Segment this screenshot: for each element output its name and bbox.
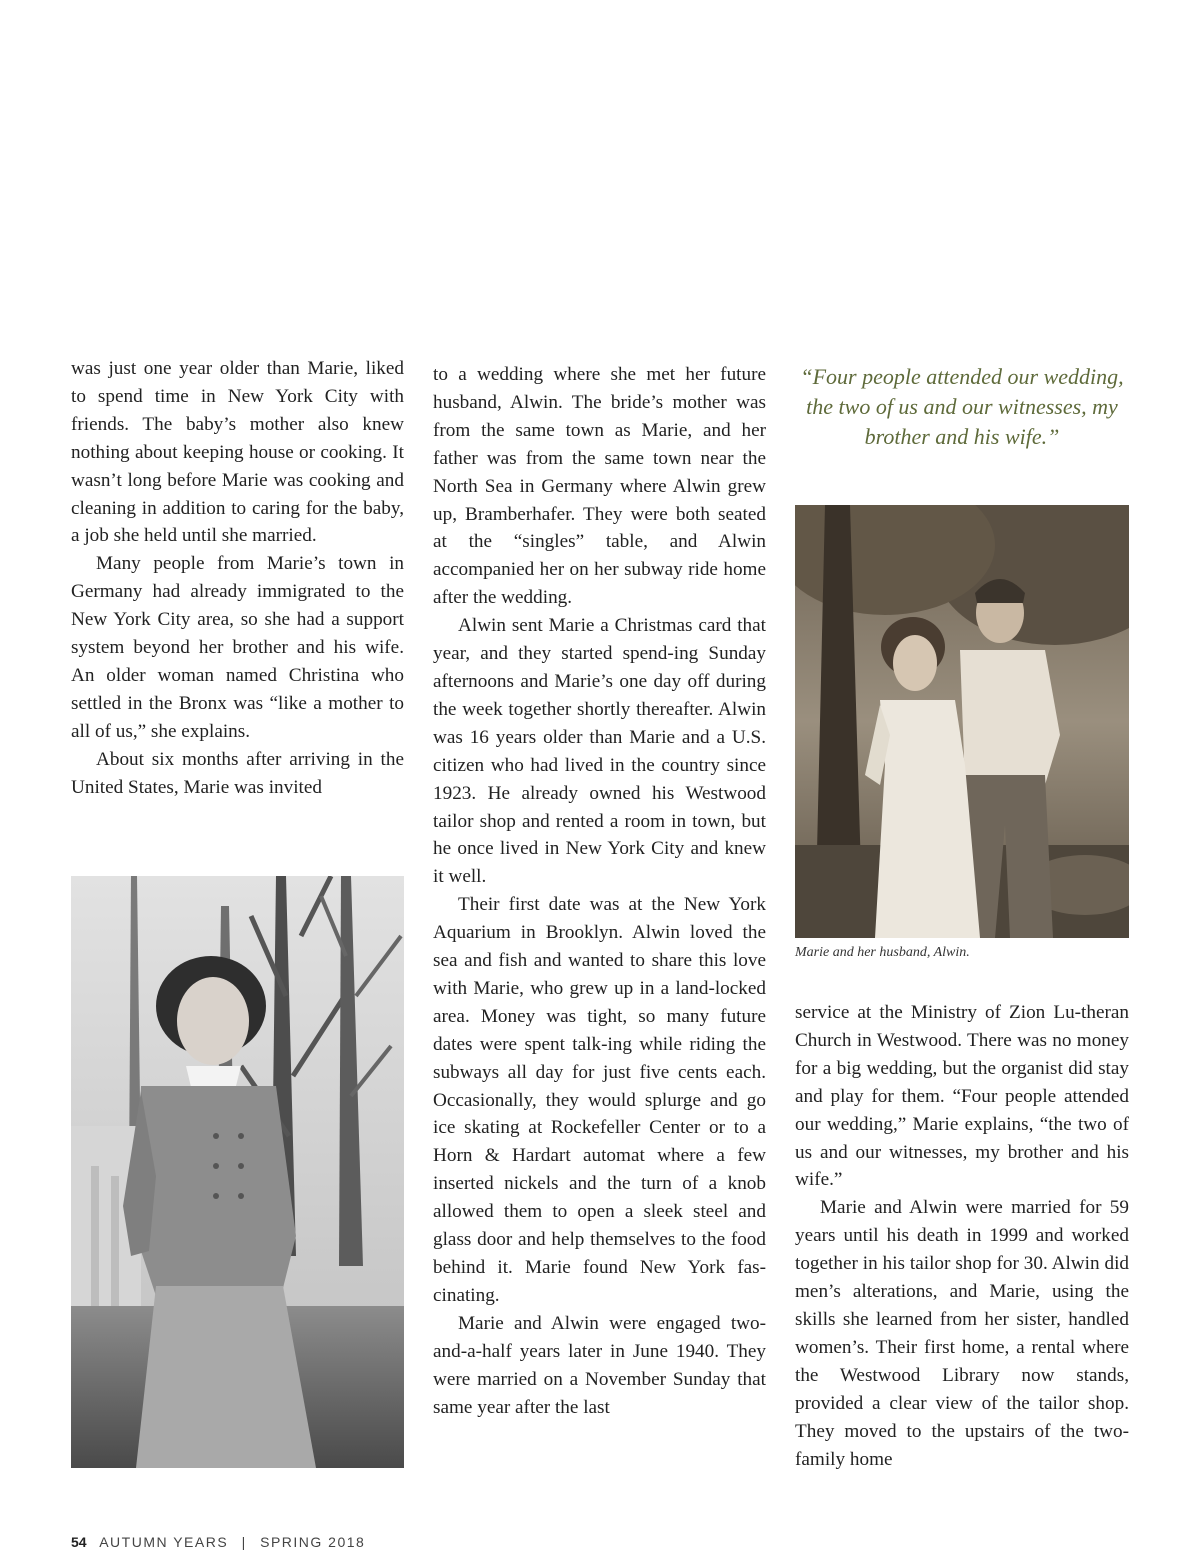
- page-footer: [71, 1534, 365, 1550]
- marie-and-alwin-photo: [795, 505, 1129, 938]
- paragraph: to a wedding where she met her future husband, Alwin. The bride’s mother was from the same town as Marie, and her father was from the same town near the North Sea in Germany where Alwin grew up, Bramberhafer. They were both seated at the “singles” table, and Alwin accompanied her on her subway ride home after the wedding.: [433, 364, 766, 609]
- paragraph: was just one year older than Marie, liked to spend time in New York City with friends. The baby’s mother also knew nothing about keeping house or cooking. It wasn’t long before Marie was cooking and cleaning in addition to caring for the baby, a job she held until she married.: [71, 358, 404, 547]
- pull-quote: “Four people attended our wedding, the two of us and our witnesses, my brother and his wife.”: [800, 364, 1124, 449]
- article-column-2: [433, 361, 766, 1421]
- marie-portrait-photo: [71, 876, 404, 1468]
- page-number: 54: [71, 1534, 87, 1550]
- paragraph: Alwin sent Marie a Christmas card that year, and they started spend-ing Sunday afternoons and Marie’s one day off during the week together shortly thereafter. Alwin was 16 years older than Marie and a U.S. citizen who had lived in the country since 1923. He already owned his Westwood tailor shop and rented a room in town, but he once lived in New York City and knew it well.: [433, 615, 766, 888]
- footer-separator: |: [241, 1534, 247, 1550]
- photo-caption: Marie and her husband, Alwin.: [795, 945, 970, 960]
- article-column-3: [795, 999, 1129, 1473]
- article-column-1: [71, 355, 404, 802]
- publication-name: AUTUMN YEARS: [99, 1534, 229, 1550]
- paragraph: Their first date was at the New York Aquarium in Brooklyn. Alwin loved the sea and fish and wanted to share this love with Marie, who grew up in a land-locked area. Money was tight, so many future dates were spent talk-ing while riding the subways all day for just five cents each. Occasionally, they would splurge and go ice skating at Rockefeller Center or to a Horn & Hardart automat where a few inserted nickels and the turn of a knob allowed them to open a sleek steel and glass door and help themselves to the food behind it. Marie found New York fas-cinating.: [433, 894, 766, 1306]
- paragraph: About six months after arriving in the United States, Marie was invited: [71, 748, 404, 798]
- paragraph: Marie and Alwin were engaged two-and-a-half years later in June 1940. They were married on a November Sunday that same year after the last: [433, 1312, 766, 1418]
- paragraph: Many people from Marie’s town in Germany had already immigrated to the New York City area, so she had a support system beyond her brother and his wife. An older woman named Christina who settled in the Bronx was “like a mother to all of us,” she explains.: [71, 553, 404, 742]
- paragraph: Marie and Alwin were married for 59 years until his death in 1999 and worked together in his tailor shop for 30. Alwin did men’s alterations, and Marie, using the skills she learned from her sister, handled women’s. Their first home, a rental where the Westwood Library now stands, provided a clear view of the tailor shop. They moved to the upstairs of the two-family home: [795, 1197, 1129, 1470]
- paragraph: service at the Ministry of Zion Lu-theran Church in Westwood. There was no money for a big wedding, but the organist did stay and play for them. “Four people attended our wedding,” Marie explains, “the two of us and our witnesses, my brother and his wife.”: [795, 1002, 1129, 1191]
- issue-label: SPRING 2018: [260, 1534, 366, 1550]
